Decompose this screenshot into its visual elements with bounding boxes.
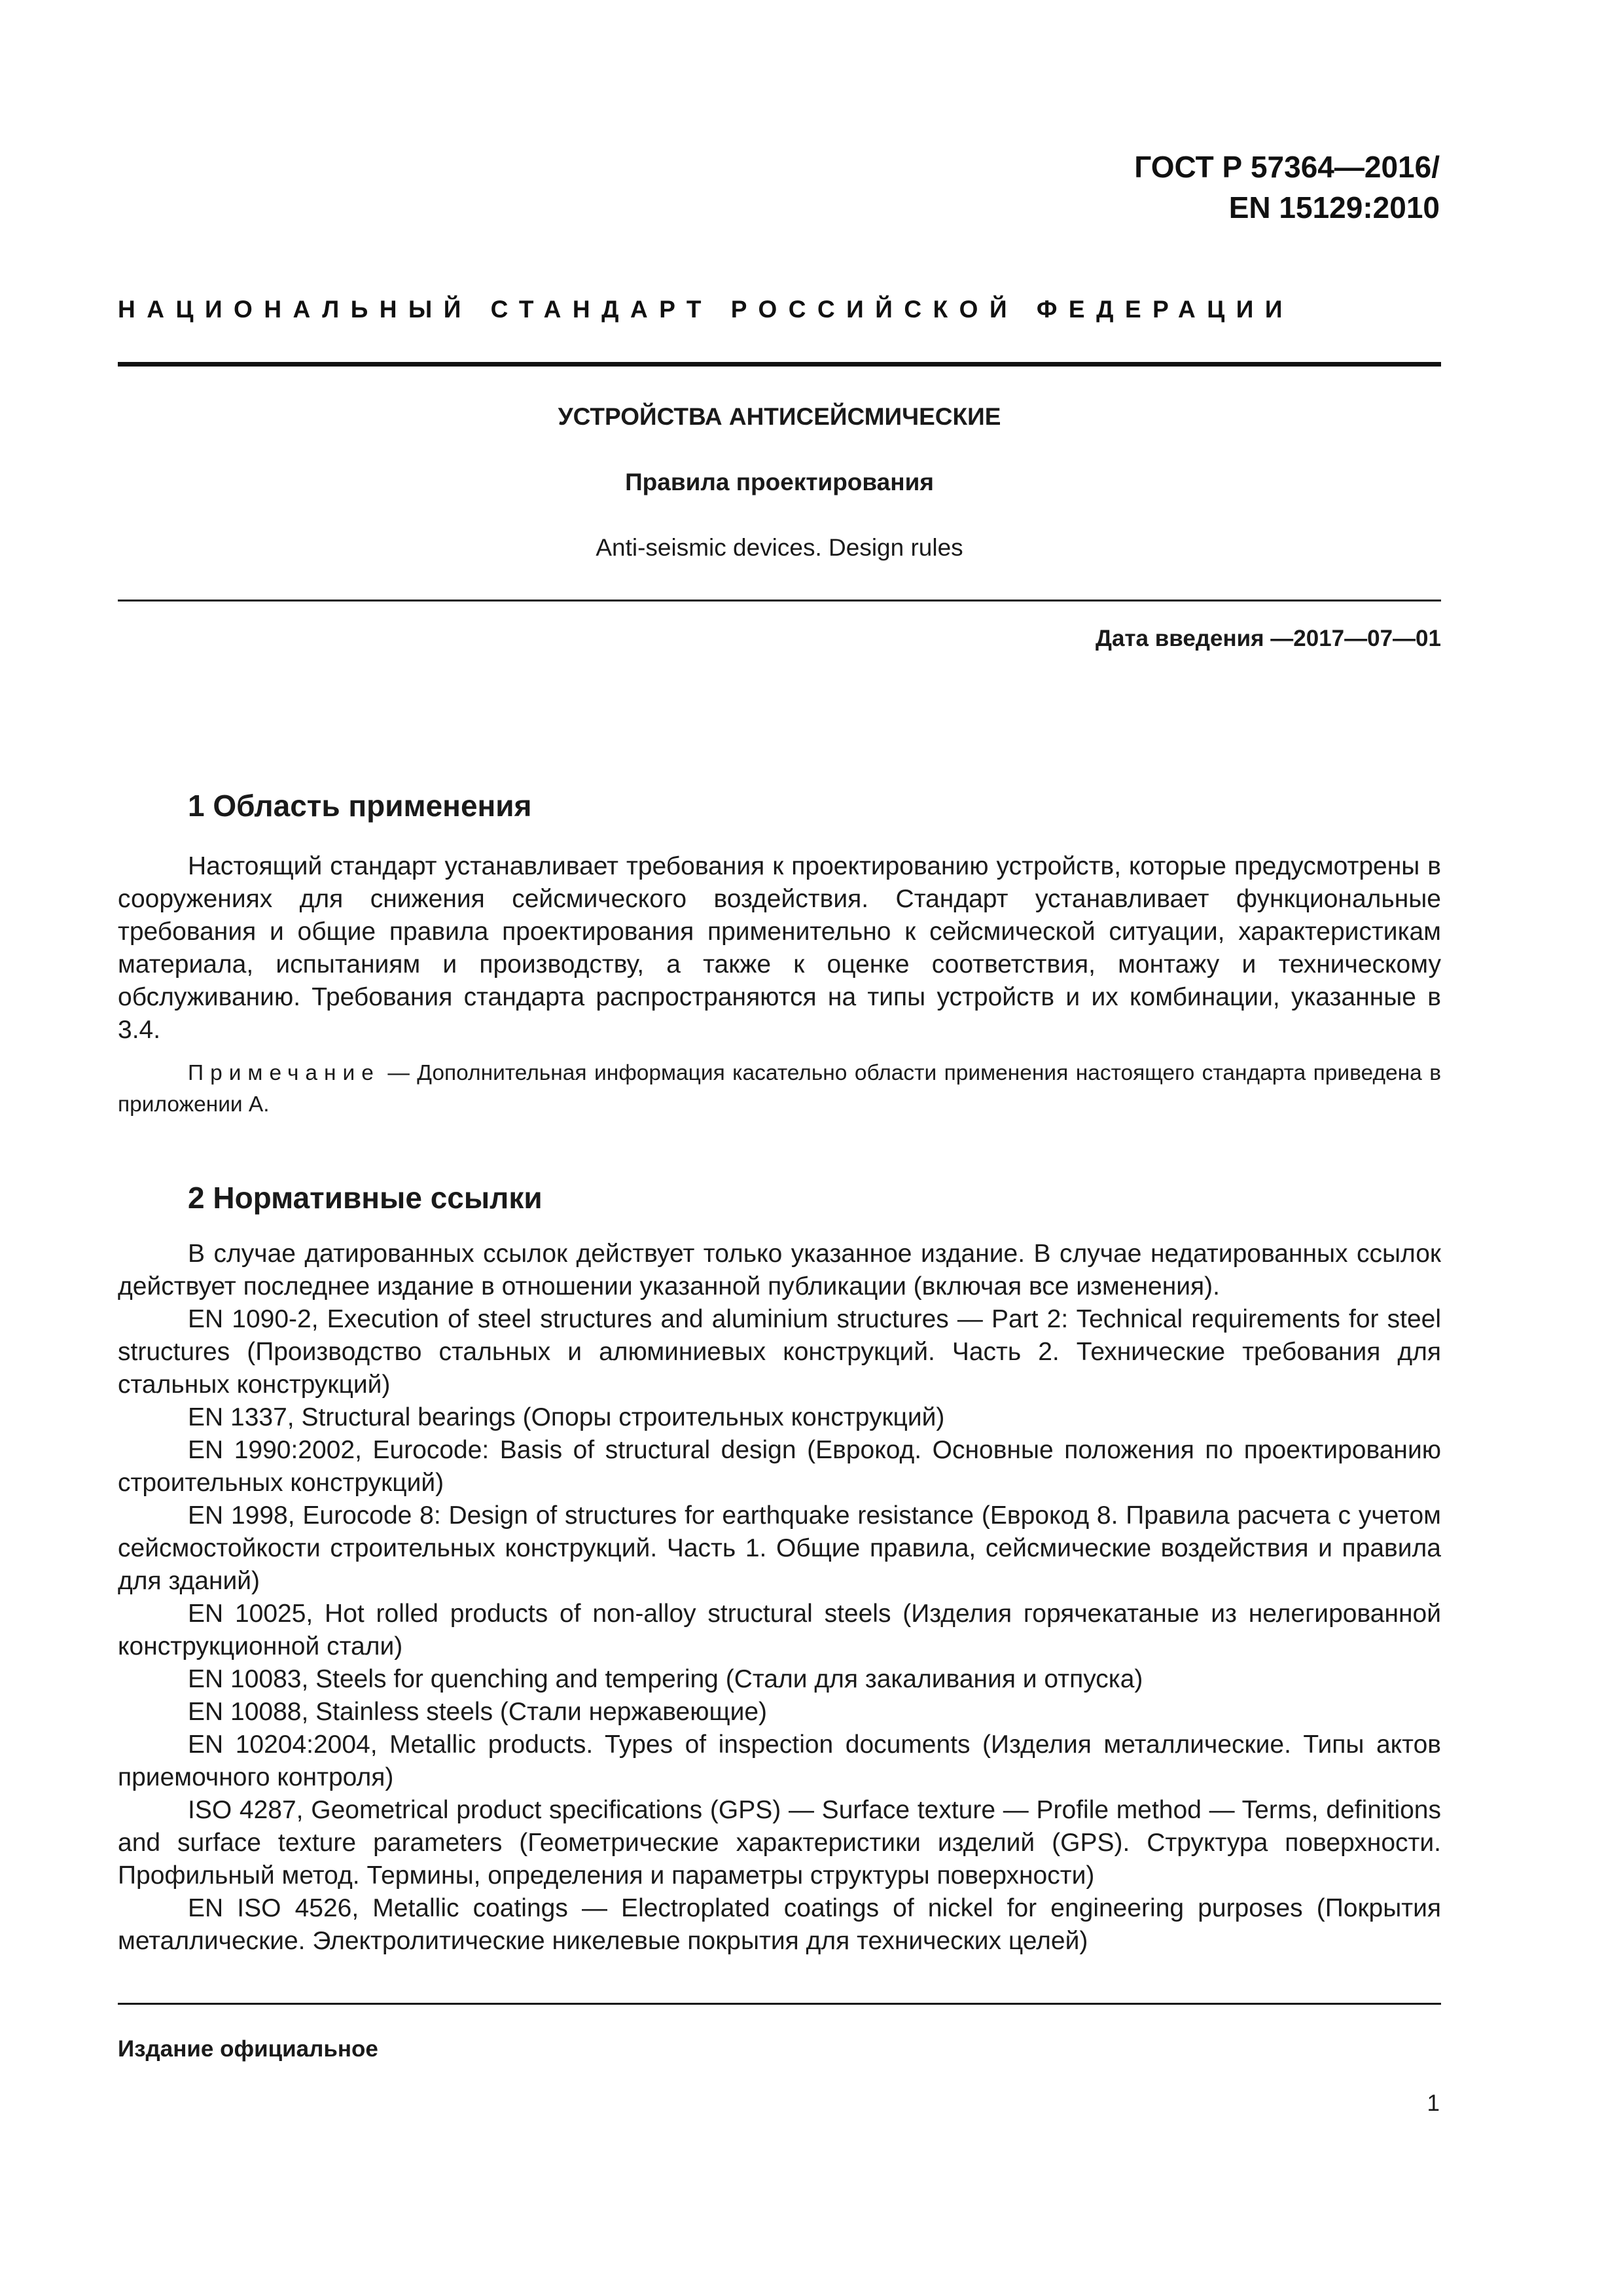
document-title: УСТРОЙСТВА АНТИСЕЙСМИЧЕСКИЕ <box>558 403 1001 430</box>
note-label: Примечание <box>188 1061 380 1085</box>
introduction-date: Дата введения —2017—07—01 <box>1096 626 1441 651</box>
standard-number-line2: EN 15129:2010 <box>1228 190 1440 224</box>
document-subtitle: Правила проектирования <box>625 469 934 495</box>
reference-paragraph: ISO 4287, Geometrical product specifications (GPS) — Surface texture — Profile method — Terms, definitions and surface texture parameters (Геометрические характеристики изделий (GPS). Структура поверхности. Профильный метод. Термины, определения и параметры структуры поверхности) <box>118 1796 1441 1890</box>
page-number: 1 <box>1427 2090 1440 2116</box>
footer-divider <box>118 2003 1441 2005</box>
reference-paragraph: EN 1990:2002, Eurocode: Basis of structural design (Еврокод. Основные положения по проектированию строительных конструкций) <box>118 1436 1441 1497</box>
reference-paragraph: EN ISO 4526, Metallic coatings — Electroplated coatings of nickel for engineering purposes (Покрытия металлические. Электролитические никелевые покрытия для технических целей) <box>118 1894 1441 1955</box>
standard-designation <box>1134 147 1440 228</box>
section-1-body <box>118 850 1441 1047</box>
english-title: Anti-seismic devices. Design rules <box>596 534 963 561</box>
reference-paragraph: EN 1337, Structural bearings (Опоры строительных конструкций) <box>188 1403 945 1431</box>
reference-paragraph: EN 10025, Hot rolled products of non-alloy structural steels (Изделия горячекатаные из нелегированной конструкционной стали) <box>118 1600 1441 1660</box>
reference-paragraph: EN 1998, Eurocode 8: Design of structures for earthquake resistance (Еврокод 8. Правила расчета с учетом сейсмостойкости строительных конструкций. Часть 1. Общие правила, сейсмические воздействия и правила для зданий) <box>118 1501 1441 1595</box>
section-2-body <box>118 1238 1441 1958</box>
section-1-paragraph: Настоящий стандарт устанавливает требования к проектированию устройств, которые предусмотрены в сооружениях для снижения сейсмического воздействия. Стандарт устанавливает функциональные требования и общие правила проектирования применительно к сейсмической ситуации, характеристикам материала, испытаниям и производству, а также к оценке соответствия, монтажу и техническому обслуживанию. Требования стандарта распространяются на типы устройств и их комбинации, указанные в 3.4. <box>118 852 1441 1044</box>
section-1-title: 1 Область применения <box>188 789 532 823</box>
reference-paragraph: В случае датированных ссылок действует только указанное издание. В случае недатированных ссылок действует последнее издание в отношении указанной публикации (включая все изменения). <box>118 1240 1441 1300</box>
national-standard-banner: НАЦИОНАЛЬНЫЙ СТАНДАРТ РОССИЙСКОЙ ФЕДЕРАЦИИ <box>118 296 1294 323</box>
header-divider <box>118 362 1441 367</box>
reference-paragraph: EN 1090-2, Execution of steel structures and aluminium structures — Part 2: Technical requirements for steel structures (Производство стальных и алюминиевых конструкций. Часть 2. Технические требования для стальных конструкций) <box>118 1305 1441 1399</box>
reference-paragraph: EN 10204:2004, Metallic products. Types of inspection documents (Изделия металлические. Типы актов приемочного контроля) <box>118 1731 1441 1791</box>
section-1-note <box>118 1058 1441 1121</box>
standard-number-line1: ГОСТ Р 57364—2016/ <box>1134 150 1440 184</box>
note-text: — Дополнительная информация касательно области применения настоящего стандарта приведена в приложении А. <box>118 1061 1441 1117</box>
official-edition-label: Издание официальное <box>118 2036 378 2062</box>
section-2-title: 2 Нормативные ссылки <box>188 1181 543 1215</box>
reference-paragraph: EN 10088, Stainless steels (Стали нержавеющие) <box>188 1698 768 1726</box>
reference-paragraph: EN 10083, Steels for quenching and tempering (Стали для закаливания и отпуска) <box>188 1665 1143 1693</box>
title-divider <box>118 600 1441 601</box>
